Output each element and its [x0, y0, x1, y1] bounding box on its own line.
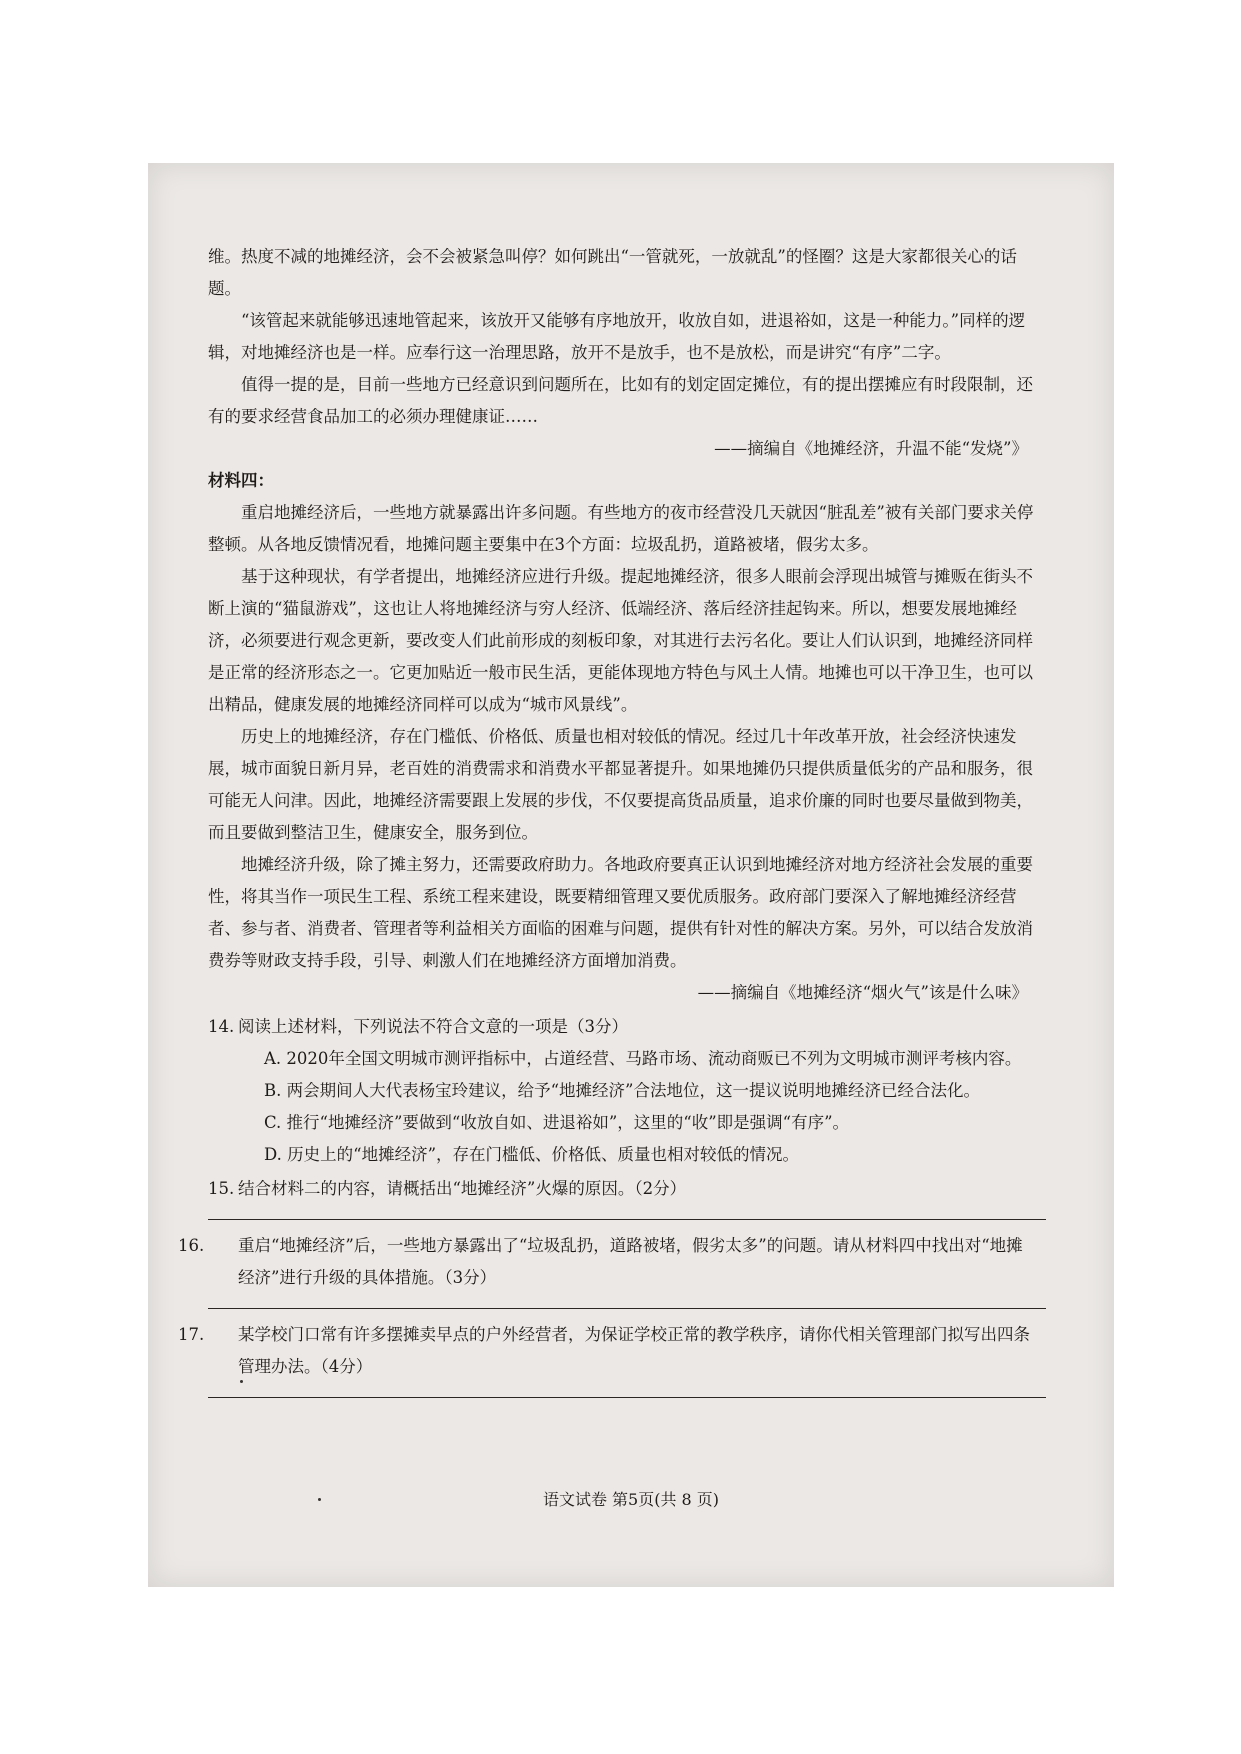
answer-line[interactable]	[208, 1397, 1046, 1398]
question-text: 某学校门口常有许多摆摊卖早点的户外经营者，为保证学校正常的教学秩序，请你代相关管理部门拟写出四条管理办法。（4分）	[238, 1325, 1030, 1376]
scan-speck	[318, 1498, 321, 1501]
question-16	[178, 1230, 1034, 1294]
paragraph: “该管起来就能够迅速地管起来，该放开又能够有序地放开，收放自如，进退裕如，这是一种能力。”同样的逻辑，对地摊经济也是一样。应奉行这一治理思路，放开不是放手，也不是放松，而是讲究“有序”二字。	[208, 311, 1026, 362]
page-footer: 语文试卷 第5页(共 8 页)	[542, 1490, 720, 1509]
question-number: 17.	[178, 1325, 205, 1344]
question-stem	[178, 1230, 1034, 1294]
question-text: 重启“地摊经济”后，一些地方暴露出了“垃圾乱扔，道路被堵，假劣太多”的问题。请从材料四中找出对“地摊经济”进行升级的具体措施。（3分）	[238, 1236, 1023, 1287]
paragraph: 地摊经济升级，除了摊主努力，还需要政府助力。各地政府要真正认识到地摊经济对地方经济社会发展的重要性，将其当作一项民生工程、系统工程来建设，既要精细管理又要优质服务。政府部门要深入了解地摊经济经营者、参与者、消费者、管理者等利益相关方面临的困难与问题，提供有针对性的解决方案。另外，可以结合发放消费券等财政支持手段，引导、刺激人们在地摊经济方面增加消费。	[208, 855, 1033, 970]
question-17	[178, 1319, 1034, 1383]
question-stem	[208, 1173, 1034, 1205]
source-citation: ——摘编自《地摊经济，升温不能“发烧”》	[714, 439, 1028, 458]
page-content	[178, 241, 1034, 1408]
question-number: 16.	[178, 1236, 205, 1255]
question-stem	[178, 1319, 1034, 1383]
question-number: 14.	[208, 1017, 235, 1036]
question-text: 阅读上述材料，下列说法不符合文意的一项是（3分）	[238, 1017, 628, 1036]
option-d: D. 历史上的“地摊经济”，存在门槛低、价格低、质量也相对较低的情况。	[264, 1145, 800, 1164]
paragraph: 基于这种现状，有学者提出，地摊经济应进行升级。提起地摊经济，很多人眼前会浮现出城管与摊贩在街头不断上演的“猫鼠游戏”，这也让人将地摊经济与穷人经济、低端经济、落后经济挂起钩来。所以，想要发展地摊经济，必须要进行观念更新，要改变人们此前形成的刻板印象，对其进行去污名化。要让人们认识到，地摊经济同样是正常的经济形态之一。它更加贴近一般市民生活，更能体现地方特色与风土人情。地摊也可以干净卫生，也可以出精品，健康发展的地摊经济同样可以成为“城市风景线”。	[208, 567, 1033, 714]
option-c: C. 推行“地摊经济”要做到“收放自如、进退裕如”，这里的“收”即是强调“有序”。	[264, 1113, 850, 1132]
exam-page	[148, 163, 1114, 1587]
paragraph: 历史上的地摊经济，存在门槛低、价格低、质量也相对较低的情况。经过几十年改革开放，社会经济快速发展，城市面貌日新月异，老百姓的消费需求和消费水平都显著提升。如果地摊仍只提供质量低劣的产品和服务，很可能无人问津。因此，地摊经济需要跟上发展的步伐，不仅要提高货品质量，追求价廉的同时也要尽量做到物美，而且要做到整洁卫生，健康安全，服务到位。	[208, 727, 1033, 842]
answer-line[interactable]	[208, 1219, 1046, 1220]
material-heading: 材料四：	[208, 471, 274, 490]
paragraph: 维。热度不减的地摊经济，会不会被紧急叫停？如何跳出“一管就死，一放就乱”的怪圈？这是大家都很关心的话题。	[208, 247, 1017, 298]
question-14	[208, 1011, 1034, 1171]
question-number: 15.	[208, 1179, 235, 1198]
option-b: B. 两会期间人大代表杨宝玲建议，给予“地摊经济”合法地位，这一提议说明地摊经济已经合法化。	[264, 1081, 980, 1100]
scan-speck	[240, 1380, 243, 1383]
source-citation: ——摘编自《地摊经济“烟火气”该是什么味》	[697, 983, 1028, 1002]
answer-line[interactable]	[208, 1308, 1046, 1309]
question-15	[208, 1173, 1034, 1205]
paragraph: 重启地摊经济后，一些地方就暴露出许多问题。有些地方的夜市经营没几天就因“脏乱差”被有关部门要求关停整顿。从各地反馈情况看，地摊问题主要集中在3个方面：垃圾乱扔，道路被堵，假劣太多。	[208, 503, 1034, 554]
question-text: 结合材料二的内容，请概括出“地摊经济”火爆的原因。（2分）	[238, 1179, 687, 1198]
question-stem	[208, 1011, 1034, 1043]
paragraph: 值得一提的是，目前一些地方已经意识到问题所在，比如有的划定固定摊位，有的提出摆摊应有时段限制，还有的要求经营食品加工的必须办理健康证……	[208, 375, 1033, 426]
option-a: A. 2020年全国文明城市测评指标中，占道经营、马路市场、流动商贩已不列为文明城市测评考核内容。	[264, 1049, 1022, 1068]
